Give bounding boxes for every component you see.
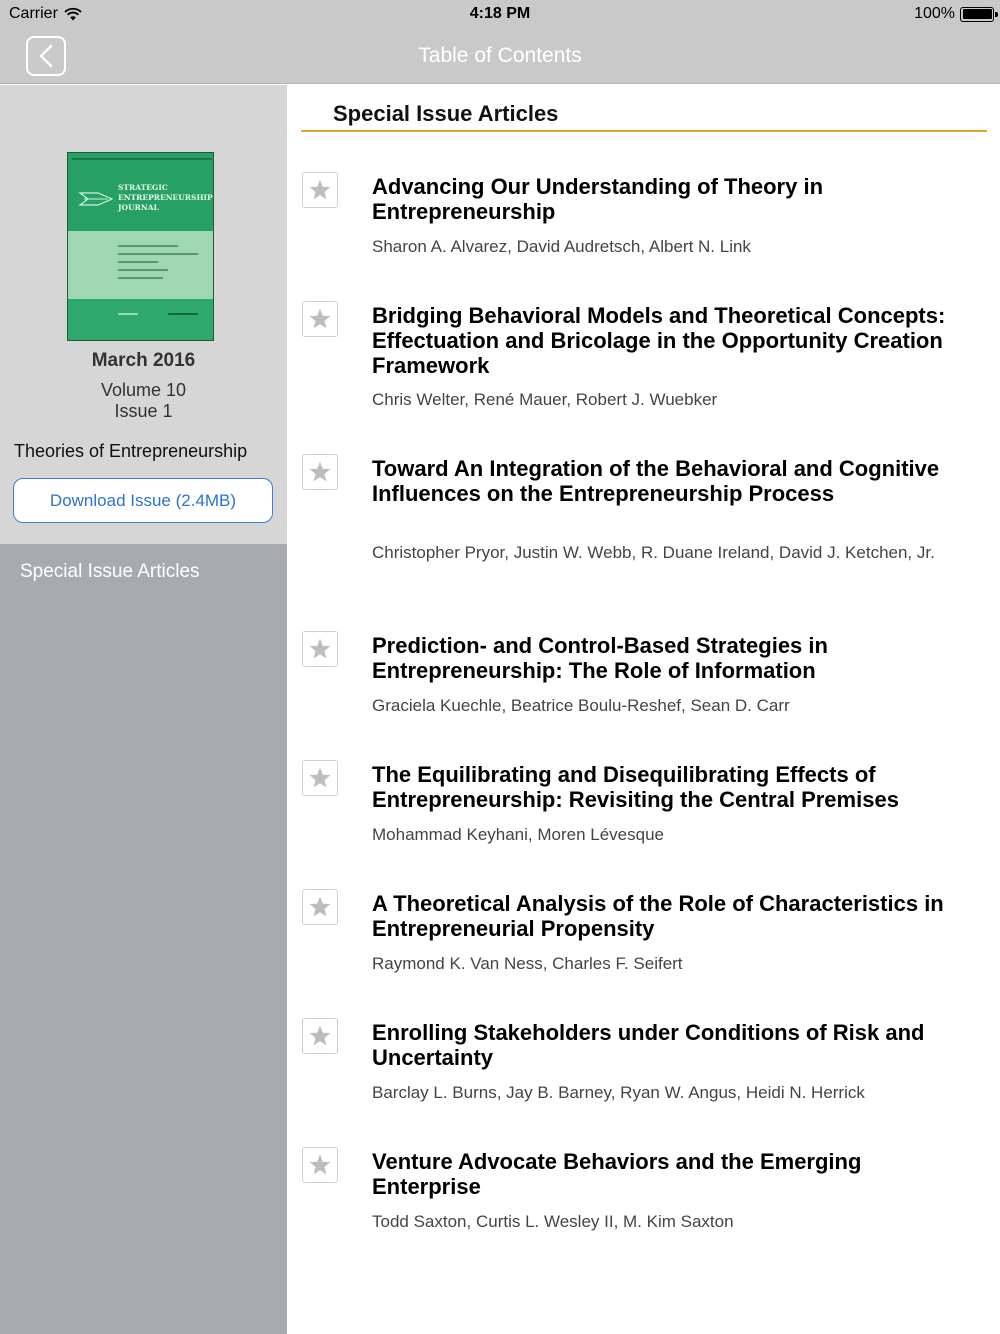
article-title[interactable]: Venture Advocate Behaviors and the Emerging Enterprise bbox=[372, 1149, 862, 1199]
article-title[interactable]: A Theoretical Analysis of the Role of Characteristics in Entrepreneurial Propensity bbox=[372, 891, 944, 941]
article-authors: Todd Saxton, Curtis L. Wesley II, M. Kim Saxton bbox=[372, 1212, 734, 1231]
star-icon bbox=[307, 765, 333, 791]
sidebar bbox=[0, 85, 287, 1334]
issue-date: March 2016 bbox=[91, 350, 196, 371]
journal-cover-image bbox=[67, 152, 214, 341]
article-title[interactable]: The Equilibrating and Disequilibrating Effects of Entrepreneurship: Revisiting the Central Premises bbox=[372, 762, 899, 812]
issue-number: Issue 1 bbox=[114, 401, 173, 421]
article-authors: Chris Welter, René Mauer, Robert J. Wuebker bbox=[372, 390, 718, 409]
article-authors: Barclay L. Burns, Jay B. Barney, Ryan W. Angus, Heidi N. Herrick bbox=[372, 1083, 865, 1102]
article-title[interactable]: Advancing Our Understanding of Theory in Entrepreneurship bbox=[372, 174, 824, 224]
sidebar-item-special-issue-articles[interactable]: Special Issue Articles bbox=[20, 561, 200, 582]
page-title: Table of Contents bbox=[418, 44, 582, 67]
navigation-bar bbox=[0, 28, 1000, 84]
section-title: Special Issue Articles bbox=[333, 101, 559, 126]
favorite-star-button[interactable] bbox=[302, 454, 338, 490]
favorite-star-button[interactable] bbox=[302, 301, 338, 337]
article-authors: Mohammad Keyhani, Moren Lévesque bbox=[372, 825, 664, 844]
battery-icon bbox=[960, 7, 994, 22]
battery-percent: 100% bbox=[914, 5, 955, 22]
article-title[interactable]: Bridging Behavioral Models and Theoretical Concepts: Effectuation and Bricolage in the Opportunity Creation Framework bbox=[372, 303, 946, 378]
favorite-star-button[interactable] bbox=[302, 631, 338, 667]
download-issue-button[interactable]: Download Issue (2.4MB) bbox=[13, 478, 273, 523]
favorite-star-button[interactable] bbox=[302, 889, 338, 925]
journal-logo-icon bbox=[78, 189, 114, 209]
star-icon bbox=[307, 1023, 333, 1049]
favorite-star-button[interactable] bbox=[302, 760, 338, 796]
article-list bbox=[287, 85, 1000, 1334]
cover-journal-title: STRATEGIC ENTREPRENEURSHIP JOURNAL bbox=[118, 183, 213, 212]
article-authors: Sharon A. Alvarez, David Audretsch, Albert N. Link bbox=[372, 237, 751, 256]
article-title[interactable]: Toward An Integration of the Behavioral and Cognitive Influences on the Entrepreneurship Process bbox=[372, 456, 940, 506]
issue-theme: Theories of Entrepreneurship bbox=[14, 441, 248, 461]
article-authors: Raymond K. Van Ness, Charles F. Seifert bbox=[372, 954, 683, 973]
issue-info-panel bbox=[0, 85, 287, 544]
article-title[interactable]: Enrolling Stakeholders under Conditions of Risk and Uncertainty bbox=[372, 1020, 925, 1070]
clock: 4:18 PM bbox=[469, 5, 531, 22]
issue-volume: Volume 10 bbox=[100, 380, 187, 400]
star-icon bbox=[307, 1152, 333, 1178]
favorite-star-button[interactable] bbox=[302, 1018, 338, 1054]
favorite-star-button[interactable] bbox=[302, 172, 338, 208]
favorite-star-button[interactable] bbox=[302, 1147, 338, 1183]
star-icon bbox=[307, 306, 333, 332]
star-icon bbox=[307, 177, 333, 203]
star-icon bbox=[307, 459, 333, 485]
article-authors: Graciela Kuechle, Beatrice Boulu-Reshef, Sean D. Carr bbox=[372, 696, 790, 715]
battery-status bbox=[914, 5, 994, 23]
carrier-label: Carrier bbox=[9, 5, 58, 22]
section-header bbox=[301, 85, 987, 132]
star-icon bbox=[307, 636, 333, 662]
article-authors: Christopher Pryor, Justin W. Webb, R. Duane Ireland, David J. Ketchen, Jr. bbox=[372, 543, 935, 562]
status-bar bbox=[0, 0, 1000, 28]
article-title[interactable]: Prediction- and Control-Based Strategies in Entrepreneurship: The Role of Information bbox=[372, 633, 828, 683]
star-icon bbox=[307, 894, 333, 920]
